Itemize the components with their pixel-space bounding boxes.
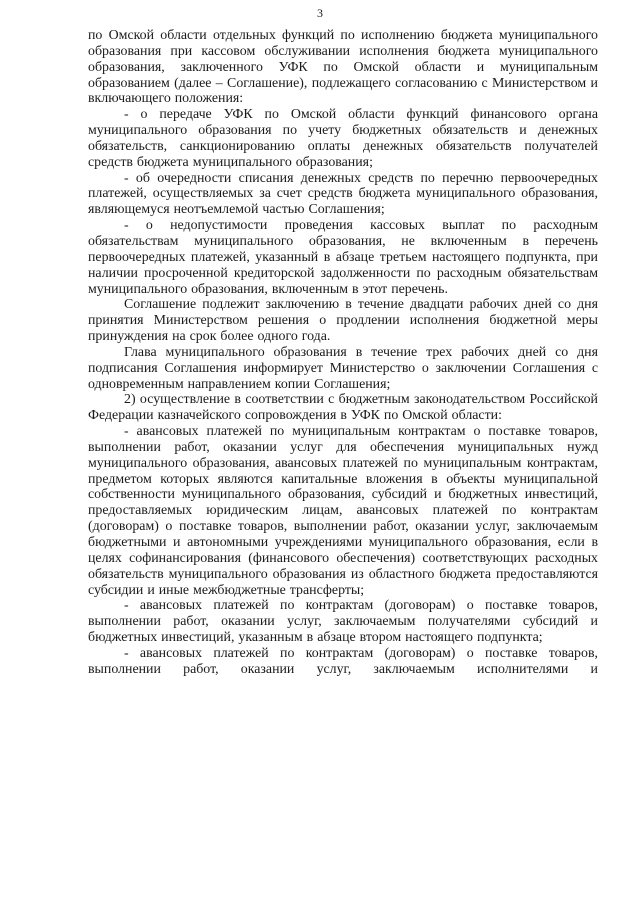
paragraph-advance-payments-subsidies: - авансовых платежей по контрактам (договорам) о поставке товаров, выполнении работ, оказании услуг, заключаемым получателями субсидий и бюджетных инвестиций, указанным в абзаце втором настоящего подпункта; (88, 598, 598, 646)
paragraph-ufk-functions: - о передаче УФК по Омской области функций финансового органа муниципального образования по учету бюджетных обязательств и денежных обязательств, санкционированию оплаты денежных обязательств получателей средств бюджета муниципального образования; (88, 107, 598, 170)
paragraph-advance-payments-contracts: - авансовых платежей по муниципальным контрактам о поставке товаров, выполнении работ, оказании услуг для обеспечения муниципальных нужд муниципального образования, авансовых платежей по муниципальным контрактам, предметом которых являются капитальные вложения в объекты муниципальной собственности муниципального образования, субсидий и бюджетных инвестиций, предоставляемых юридическим лицам, авансовых платежей по контрактам (договорам) о поставке товаров, выполнении работ, оказании услуг, заключаемым бюджетными и автономными учреждениями муниципального образования, если в целях софинансирования (финансового обеспечения) соответствующих расходных обязательств муниципального образования из областного бюджета предоставляются субсидии и иные межбюджетные трансферты; (88, 424, 598, 598)
paragraph-head-informs: Глава муниципального образования в течение трех рабочих дней со дня подписания Соглашения информирует Министерство о заключении Соглашения с одновременным направлением копии Соглашения; (88, 344, 598, 392)
page-number: 3 (317, 6, 323, 20)
paragraph-payment-order: - об очередности списания денежных средств по перечню первоочередных платежей, осуществляемых за счет средств бюджета муниципального образования, являющемуся неотъемлемой частью Соглашения; (88, 170, 598, 218)
paragraph-treasury-support: 2) осуществление в соответствии с бюджетным законодательством Российской Федерации казначейского сопровождения в УФК по Омской области: (88, 392, 598, 424)
paragraph-payment-restriction: - о недопустимости проведения кассовых выплат по расходным обязательствам муниципального образования, не включенным в перечень первоочередных платежей, указанный в абзаце третьем настоящего подпункта, при наличии просроченной кредиторской задолженности по расходным обязательствам муниципального образования, включенным в этот перечень. (88, 218, 598, 297)
paragraph-agreement-deadline: Соглашение подлежит заключению в течение двадцати рабочих дней со дня принятия Министерством решения о продлении исполнения бюджетной меры принуждения на срок более одного года. (88, 297, 598, 345)
paragraph-advance-payments-executors: - авансовых платежей по контрактам (договорам) о поставке товаров, выполнении работ, оказании услуг, заключаемым исполнителями и (88, 645, 598, 677)
document-body (88, 28, 598, 678)
paragraph-agreement-intro: по Омской области отдельных функций по исполнению бюджета муниципального образования при кассовом обслуживании исполнения бюджета муниципального образования, заключенного УФК по Омской области и муниципальным образованием (далее – Соглашение), подлежащего согласованию с Министерством и включающего положения: (88, 28, 598, 107)
